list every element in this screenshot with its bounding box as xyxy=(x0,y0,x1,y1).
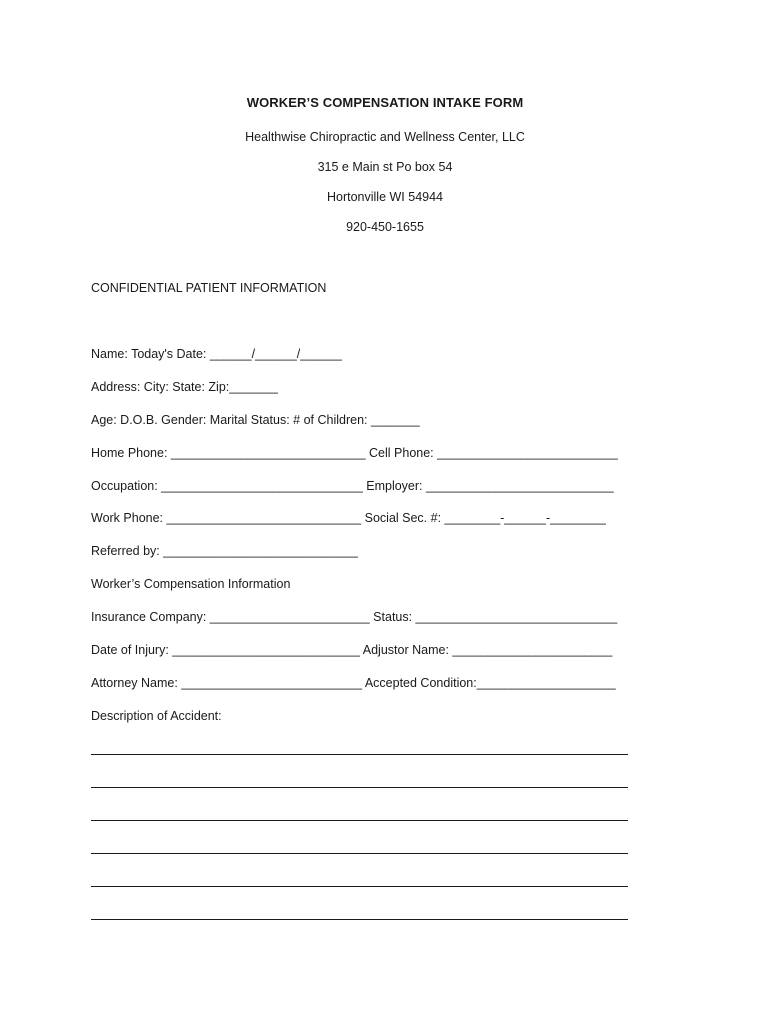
workers-comp-section-heading: Worker’s Compensation Information xyxy=(91,577,291,591)
organization-phone: 920-450-1655 xyxy=(346,220,424,234)
accident-description-line[interactable] xyxy=(91,820,628,821)
attorney-condition-field-row[interactable]: Attorney Name: __________________________ Accepted Condition:____________________ xyxy=(91,676,616,690)
accident-description-line[interactable] xyxy=(91,919,628,920)
accident-description-line[interactable] xyxy=(91,787,628,788)
accident-description-label: Description of Accident: xyxy=(91,709,222,723)
address-field-row[interactable]: Address: City: State: Zip:_______ xyxy=(91,380,278,394)
phone-field-row[interactable]: Home Phone: ____________________________ Cell Phone: __________________________ xyxy=(91,446,618,460)
address-line-2: Hortonville WI 54944 xyxy=(326,190,444,204)
accident-description-line[interactable] xyxy=(91,754,628,755)
injury-adjustor-field-row[interactable]: Date of Injury: ___________________________ Adjustor Name: _______________________ xyxy=(91,643,613,657)
name-date-field-row[interactable]: Name: Today's Date: ______/______/______ xyxy=(91,347,342,361)
occupation-employer-field-row[interactable]: Occupation: _____________________________ Employer: ___________________________ xyxy=(91,479,614,493)
organization-name: Healthwise Chiropractic and Wellness Center, LLC xyxy=(245,130,525,144)
insurance-status-field-row[interactable]: Insurance Company: _______________________ Status: _____________________________ xyxy=(91,610,618,624)
personal-details-field-row[interactable]: Age: D.O.B. Gender: Marital Status: # of Children: _______ xyxy=(91,413,420,427)
work-phone-ssn-field-row[interactable]: Work Phone: ____________________________ Social Sec. #: ________-______-________ xyxy=(91,511,606,525)
accident-description-line[interactable] xyxy=(91,886,628,887)
address-line-1: 315 e Main st Po box 54 xyxy=(317,160,453,174)
confidential-section-heading: CONFIDENTIAL PATIENT INFORMATION xyxy=(91,281,327,295)
referred-by-field-row[interactable]: Referred by: ____________________________ xyxy=(91,544,358,558)
accident-description-line[interactable] xyxy=(91,853,628,854)
form-title: WORKER’S COMPENSATION INTAKE FORM xyxy=(246,95,524,110)
